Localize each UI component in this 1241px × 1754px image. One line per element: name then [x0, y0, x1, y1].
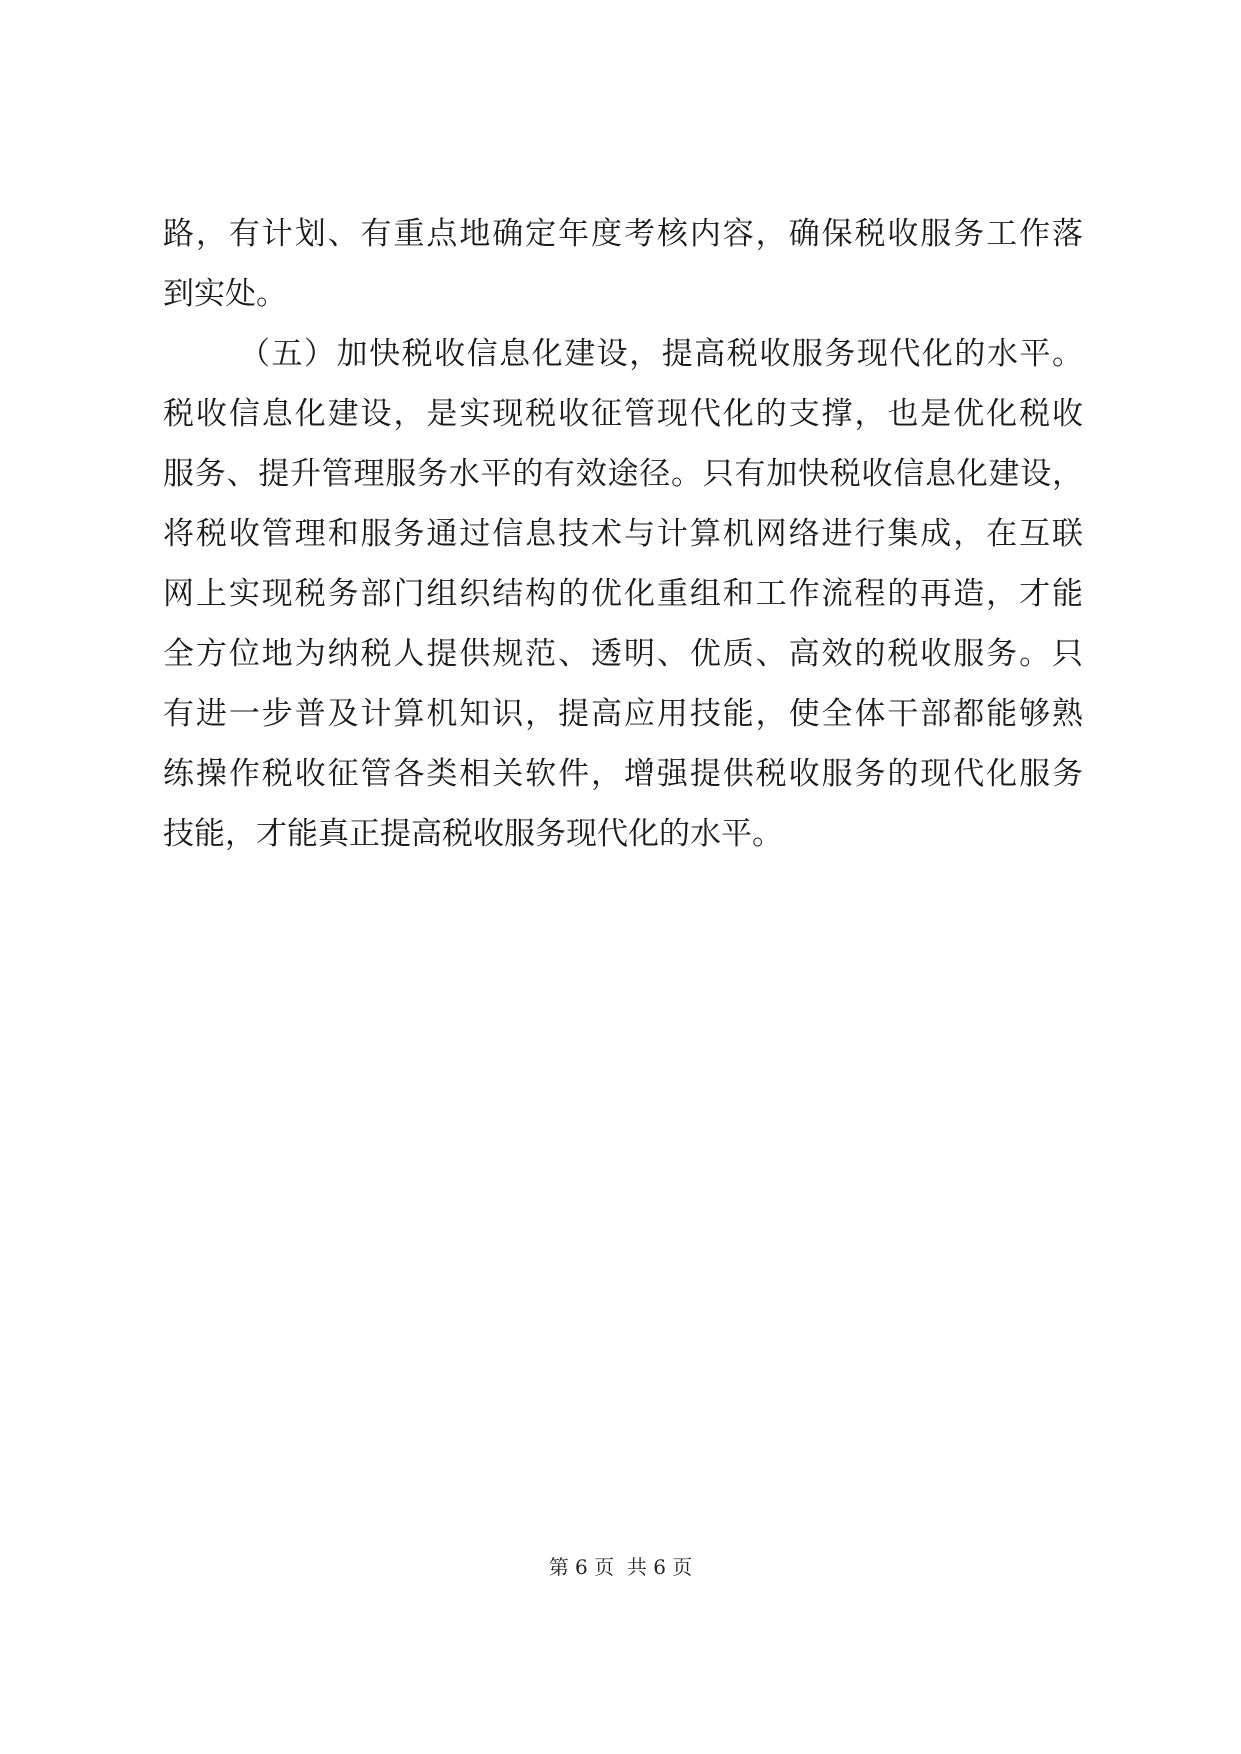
body-line-6: 将税收管理和服务通过信息技术与计算机网络进行集成，在互联 [163, 516, 1083, 552]
body-line-5: 服务、提升管理服务水平的有效途径。只有加快税收信息化建设， [163, 456, 1083, 492]
body-line-1: 路，有计划、有重点地确定年度考核内容，确保税收服务工作落 [163, 216, 1083, 252]
body-line-9: 有进一步普及计算机知识，提高应用技能，使全体干部都能够熟 [163, 696, 1083, 732]
body-line-2: 到实处。 [163, 276, 287, 312]
body-line-11: 技能，才能真正提高税收服务现代化的水平。 [163, 816, 783, 852]
body-line-8: 全方位地为纳税人提供规范、透明、优质、高效的税收服务。只 [163, 636, 1083, 672]
body-line-10: 练操作税收征管各类相关软件，增强提供税收服务的现代化服务 [163, 756, 1083, 792]
body-line-7: 网上实现税务部门组织结构的优化重组和工作流程的再造，才能 [163, 576, 1083, 612]
body-line-4: 税收信息化建设，是实现税收征管现代化的支撑，也是优化税收 [163, 396, 1083, 432]
section-heading: （五）加快税收信息化建设，提高税收服务现代化的水平。 [239, 336, 1083, 372]
page-number-footer: 第 6 页 共 6 页 [548, 1555, 693, 1579]
